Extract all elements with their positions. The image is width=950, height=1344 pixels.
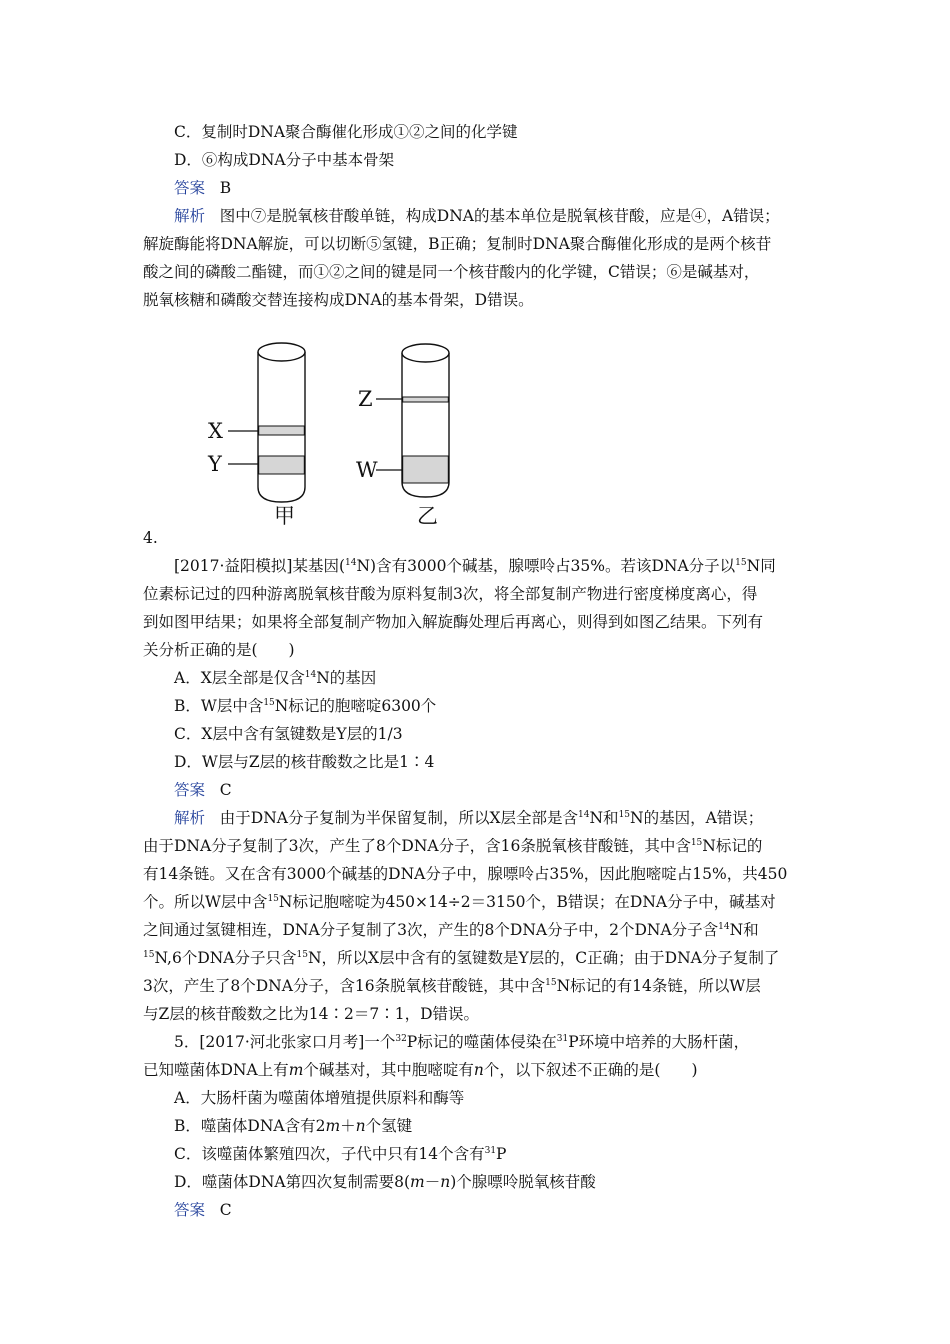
answer-value: B xyxy=(219,179,232,197)
band-x xyxy=(259,426,305,435)
q4-analysis-line: 个。所以W层中含$^{15}$N标记胞嘧啶为450×14÷2＝3150个，B错误；在DNA分子中，碱基对 xyxy=(143,893,776,911)
caption-jia: 甲 xyxy=(274,504,295,528)
q4-stem-line: 关分析正确的是( ) xyxy=(143,641,295,659)
q4-option-c: C．X层中含有氢键数是Y层的1/3 xyxy=(174,725,403,743)
q3-analysis-line: 解旋酶能将DNA解旋，可以切断⑤氢键，B正确；复制时DNA聚合酶催化形成的是两个核苷 xyxy=(143,235,772,253)
q4-stem-line: 位素标记过的四种游离脱氧核苷酸为原料复制3次，将全部复制产物进行密度梯度离心，得 xyxy=(143,585,758,603)
q3-analysis-line: 脱氧核糖和磷酸交替连接构成DNA的基本骨架，D错误。 xyxy=(143,291,534,309)
q4-analysis-line: 之间通过氢键相连，DNA分子复制了3次，产生的8个DNA分子中，2个DNA分子含$^{14}$N和 xyxy=(143,921,759,939)
label-x: X xyxy=(208,419,223,443)
band-z xyxy=(403,397,449,402)
q5-option-b: B．噬菌体DNA含有2m＋n个氢键 xyxy=(174,1117,413,1135)
label-w: W xyxy=(356,458,378,482)
q5-stem-line: 已知噬菌体DNA上有m个碱基对，其中胞嘧啶有n个，以下叙述不正确的是( ) xyxy=(143,1061,698,1079)
q4-analysis-line: $^{15}$N,6个DNA分子只含$^{15}$N，所以X层中含有的氢键数是Y层的，C正确；由于DNA分子复制了 xyxy=(143,949,780,967)
label-z: Z xyxy=(358,387,373,411)
q5-option-d: D．噬菌体DNA第四次复制需要8(m－n)个腺嘌呤脱氧核苷酸 xyxy=(174,1173,596,1191)
q4-option-d: D．W层与Z层的核苷酸数之比是1∶4 xyxy=(174,753,435,771)
q4-analysis-line: 3次，产生了8个DNA分子，含16条脱氧核苷酸链，其中含$^{15}$N标记的有14条链，所以W层 xyxy=(143,977,761,995)
q5-answer xyxy=(174,1200,232,1220)
answer-label: 答案 xyxy=(174,781,206,799)
centrifuge-tubes-figure xyxy=(190,322,473,542)
band-y xyxy=(259,456,305,474)
answer-value: C xyxy=(219,1201,232,1219)
analysis-label: 解析 xyxy=(174,809,206,827)
q5-stem-line: 5．[2017·河北张家口月考]一个$^{32}$P标记的噬菌体侵染在$^{31}$P环境中培养的大肠杆菌， xyxy=(174,1033,750,1051)
caption-yi: 乙 xyxy=(417,504,438,528)
q3-option-d: D．⑥构成DNA分子中基本骨架 xyxy=(174,151,395,169)
band-w xyxy=(403,456,449,483)
q4-analysis-line: 有14条链。又在含有3000个碱基的DNA分子中，腺嘌呤占35%，因此胞嘧啶占15%，共450 xyxy=(143,865,788,883)
q4-analysis-line: 与Z层的核苷酸数之比为14∶2＝7∶1，D错误。 xyxy=(143,1005,480,1023)
q4-stem-line: 到如图甲结果；如果将全部复制产物加入解旋酶处理后再离心，则得到如图乙结果。下列有 xyxy=(143,613,764,631)
answer-label: 答案 xyxy=(174,1201,206,1219)
q4-option-a: A．X层全部是仅含$^{14}$N的基因 xyxy=(174,669,377,687)
q3-answer xyxy=(174,178,231,198)
q4-stem-line: [2017·益阳模拟]某基因($^{14}$N)含有3000个碱基，腺嘌呤占35%。若该DNA分子以$^{15}$N同 xyxy=(174,557,776,575)
label-y: Y xyxy=(208,452,222,476)
q4-analysis-line: 由于DNA分子复制了3次，产生了8个DNA分子，含16条脱氧核苷酸链，其中含$^{15}$N标记的 xyxy=(143,837,763,855)
tube-jia xyxy=(258,343,305,502)
q4-number: 4. xyxy=(143,529,158,547)
q3-option-c: C．复制时DNA聚合酶催化形成①②之间的化学键 xyxy=(174,123,518,141)
answer-label: 答案 xyxy=(174,179,206,197)
analysis-text: 图中⑦是脱氧核苷酸单链，构成DNA的基本单位是脱氧核苷酸，应是④，A错误； xyxy=(219,207,780,225)
q4-option-b: B．W层中含$^{15}$N标记的胞嘧啶6300个 xyxy=(174,697,437,715)
q4-answer xyxy=(174,780,232,800)
analysis-label: 解析 xyxy=(174,207,206,225)
q5-option-a: A．大肠杆菌为噬菌体增殖提供原料和酶等 xyxy=(174,1089,465,1107)
q5-option-c: C．该噬菌体繁殖四次，子代中只有14个含有$^{31}$P xyxy=(174,1145,507,1163)
q3-analysis-line: 酸之间的磷酸二酯键，而①②之间的键是同一个核苷酸内的化学键，C错误；⑥是碱基对， xyxy=(143,263,760,281)
q3-analysis-line xyxy=(174,206,780,226)
answer-value: C xyxy=(219,781,232,799)
q4-analysis-line: 解析 由于DNA分子复制为半保留复制，所以X层全部是含$^{14}$N和$^{15}$N的基因，A错误； xyxy=(174,809,764,827)
